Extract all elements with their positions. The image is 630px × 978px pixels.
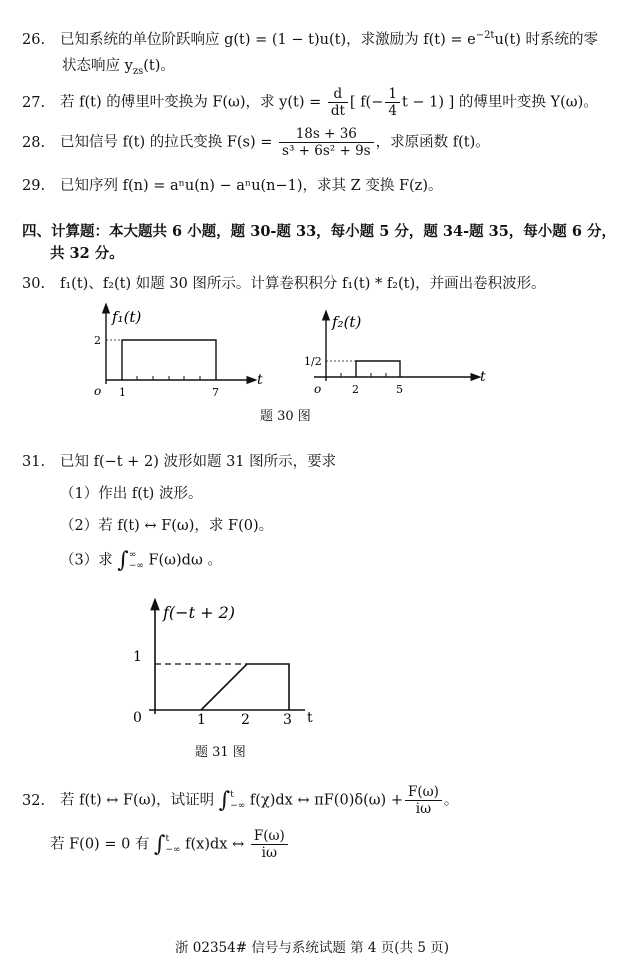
y-tick-label: 2 — [94, 334, 101, 347]
x-tick-label: 7 — [212, 386, 219, 399]
question-26 — [22, 28, 598, 49]
section-heading-cont: 共 32 分。 — [50, 245, 124, 262]
figure-caption: 题 31 图 — [195, 745, 246, 760]
x-tick-label: 3 — [283, 712, 292, 728]
question-text: 状态响应 y — [62, 58, 133, 74]
question-text: ，求原函数 f(t)。 — [375, 134, 490, 151]
figure-title: f₁(t) — [112, 308, 142, 326]
integral-sign: ∫ — [154, 832, 166, 857]
question-text: (t)。 — [143, 58, 175, 74]
upper-limit: ∞ — [128, 549, 137, 560]
question-text: t − 1) ] 的傅里叶变换 Y(ω)。 — [401, 94, 598, 111]
question-text: 已知 f(−t + 2) 波形如题 31 图所示，要求 — [60, 454, 337, 470]
question-number: 26. — [22, 32, 46, 48]
denominator: iω — [261, 845, 277, 861]
waveform — [201, 664, 289, 710]
x-tick-label: 1 — [119, 386, 126, 399]
lower-limit: −∞ — [128, 560, 144, 571]
upper-limit: t — [165, 833, 170, 844]
pulse-f2 — [356, 361, 400, 377]
lower-limit: −∞ — [165, 844, 181, 855]
y-tick-label: 1/2 — [304, 355, 322, 368]
exponent: −2t — [475, 30, 495, 42]
question-31-sub3 — [60, 548, 222, 573]
question-text: 已知信号 f(t) 的拉氏变换 F(s) = — [60, 134, 273, 151]
y-tick-label: 1 — [133, 649, 142, 665]
question-number: 29. — [22, 178, 46, 194]
question-text: F(ω)dω 。 — [148, 552, 222, 569]
denominator: iω — [415, 801, 432, 817]
question-32-line2 — [50, 828, 290, 861]
conclusion-fraction — [251, 828, 288, 861]
origin-label: o — [94, 384, 102, 398]
question-text: 若 f(t) ↔ F(ω)，试证明 — [60, 792, 215, 809]
integral-limits — [129, 550, 144, 572]
upper-limit: t — [230, 789, 234, 800]
question-text: [ f(− — [349, 94, 384, 111]
figure-title: f(−t + 2) — [163, 603, 235, 622]
denominator: 4 — [388, 103, 397, 119]
origin-label: 0 — [133, 710, 142, 726]
question-31-sub1: （1）作出 f(t) 波形。 — [60, 486, 203, 502]
question-number: 32. — [22, 792, 46, 809]
question-text: u(t) 时系统的零 — [494, 32, 599, 48]
figure-caption: 题 30 图 — [260, 409, 311, 424]
question-text: 若 F(0) = 0 有 — [50, 836, 150, 853]
question-30 — [22, 272, 546, 293]
question-number: 28. — [22, 134, 46, 151]
numerator: F(ω) — [405, 784, 442, 801]
question-text: f(χ)dx ↔ πF(0)δ(ω) + — [249, 792, 403, 809]
question-31-sub2: （2）若 f(t) ↔ F(ω)，求 F(0)。 — [60, 518, 274, 534]
question-number: 31. — [22, 454, 46, 470]
integral-sign: ∫ — [117, 548, 129, 573]
question-text: f₁(t)、f₂(t) 如题 30 图所示。计算卷积积分 f₁(t) * f₂(t)，并画出卷积波形。 — [60, 276, 546, 292]
question-text: 若 f(t) 的傅里叶变换为 F(ω)，求 y(t) = — [60, 94, 322, 111]
axis-label: t — [307, 710, 313, 726]
question-32 — [22, 784, 458, 817]
numerator: d — [328, 86, 348, 103]
integral-limits — [166, 834, 181, 856]
origin-label: o — [314, 382, 322, 396]
subscript: zs — [132, 65, 144, 77]
integral-sign: ∫ — [218, 788, 231, 813]
question-number: 30. — [22, 276, 46, 292]
axis-label: t — [257, 372, 263, 388]
x-tick-label: 1 — [197, 712, 206, 728]
quarter-fraction — [385, 86, 400, 119]
proof-fraction — [405, 784, 442, 817]
figure-31 — [125, 598, 345, 733]
numerator: 18s + 36 — [279, 126, 374, 143]
numerator: 1 — [385, 86, 400, 103]
question-29 — [22, 174, 442, 195]
figure-30-left — [80, 300, 280, 400]
figure-title: f₂(t) — [332, 313, 362, 331]
lower-limit: −∞ — [230, 800, 246, 811]
question-text: 已知序列 f(n) = aⁿu(n) − aⁿu(n−1)，求其 Z 变换 F(z)。 — [60, 178, 443, 194]
pulse-f1 — [122, 340, 216, 380]
derivative-fraction — [328, 86, 348, 119]
denominator: dt — [330, 103, 345, 119]
x-tick-label: 5 — [396, 383, 403, 396]
question-26-cont — [62, 54, 175, 77]
axis-label: t — [480, 369, 486, 385]
integral-limits — [230, 790, 245, 812]
question-text: （3）求 — [60, 552, 113, 569]
question-text: f(x)dx ↔ — [185, 836, 245, 853]
figure-30-right — [300, 305, 500, 400]
x-tick-label: 2 — [241, 712, 250, 728]
question-number: 27. — [22, 94, 46, 111]
page-footer: 浙 02354# 信号与系统试题 第 4 页(共 5 页) — [175, 940, 450, 956]
question-text: 已知系统的单位阶跃响应 g(t) = (1 − t)u(t)，求激励为 f(t) = e — [60, 32, 476, 48]
question-27 — [22, 86, 598, 119]
question-28 — [22, 126, 490, 159]
denominator: s³ + 6s² + 9s — [282, 143, 371, 159]
section-heading: 四、计算题：本大题共 6 小题，题 30-题 33，每小题 5 分，题 34-题 35，每小题 6 分， — [22, 223, 616, 240]
numerator: F(ω) — [251, 828, 288, 845]
x-tick-label: 2 — [352, 383, 359, 396]
question-text: 。 — [443, 792, 459, 809]
laplace-fraction — [279, 126, 374, 159]
question-31 — [22, 450, 336, 471]
